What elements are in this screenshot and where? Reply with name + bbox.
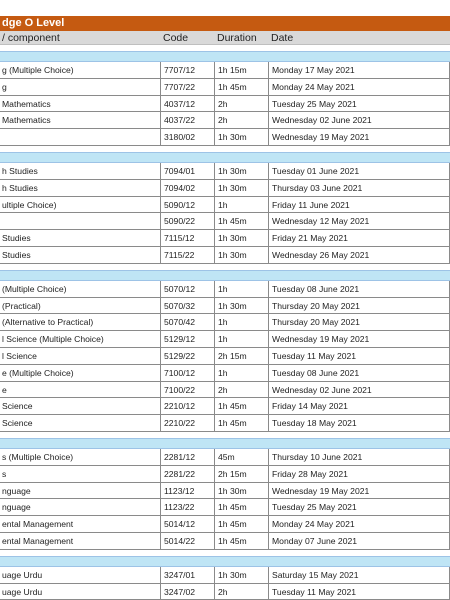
subject-cell: nguage (2, 502, 31, 513)
table-row (0, 483, 450, 500)
table-row (0, 499, 450, 516)
code-cell: 2210/22 (160, 415, 214, 431)
subject-cell: uage Urdu (2, 586, 43, 597)
subject-cell: s (2, 468, 7, 479)
duration-cell: 1h 45m (214, 533, 268, 549)
table-row (0, 348, 450, 365)
table-row (0, 584, 450, 600)
duration-cell: 1h 30m (214, 180, 268, 196)
date-cell: Thursday 10 June 2021 (268, 449, 450, 465)
table-row (0, 314, 450, 331)
table-row (0, 533, 450, 550)
subject-cell (0, 213, 160, 229)
date-cell: Wednesday 02 June 2021 (268, 112, 450, 128)
duration-cell: 1h (214, 331, 268, 347)
subject-cell: Studies (2, 233, 31, 244)
subject-cell: nguage (2, 485, 31, 496)
date-cell: Tuesday 25 May 2021 (268, 96, 450, 112)
code-cell: 5070/12 (160, 281, 214, 297)
duration-cell: 1h (214, 314, 268, 330)
table-row (0, 112, 450, 129)
duration-cell: 2h (214, 382, 268, 398)
date-cell: Friday 28 May 2021 (268, 466, 450, 482)
code-cell: 5129/22 (160, 348, 214, 364)
table-row (0, 398, 450, 415)
group-separator-band (0, 51, 450, 62)
table-row (0, 180, 450, 197)
date-cell: Wednesday 26 May 2021 (268, 247, 450, 263)
duration-cell: 1h 45m (214, 415, 268, 431)
subject-cell: (Multiple Choice) (2, 283, 67, 294)
code-cell: 5070/42 (160, 314, 214, 330)
date-cell: Monday 24 May 2021 (268, 79, 450, 95)
subject-cell: g (2, 81, 7, 92)
date-cell: Monday 17 May 2021 (268, 62, 450, 78)
duration-cell: 1h 30m (214, 298, 268, 314)
code-cell: 7094/01 (160, 163, 214, 179)
subject-cell: e (2, 384, 7, 395)
duration-cell: 1h 45m (214, 499, 268, 515)
duration-cell: 1h 30m (214, 163, 268, 179)
date-cell: Friday 21 May 2021 (268, 230, 450, 246)
duration-cell: 1h 45m (214, 398, 268, 414)
date-cell: Tuesday 01 June 2021 (268, 163, 450, 179)
table-row (0, 298, 450, 315)
subject-cell (0, 129, 160, 145)
column-header-row (0, 31, 450, 45)
code-cell: 3180/02 (160, 129, 214, 145)
duration-cell: 1h 45m (214, 516, 268, 532)
group-separator-band (0, 556, 450, 567)
date-cell: Friday 14 May 2021 (268, 398, 450, 414)
group-separator-band (0, 438, 450, 449)
subject-cell: Science (2, 401, 33, 412)
table-row (0, 129, 450, 146)
code-cell: 4037/12 (160, 96, 214, 112)
date-cell: Thursday 20 May 2021 (268, 298, 450, 314)
subject-cell: l Science (2, 350, 37, 361)
subject-cell: l Science (Multiple Choice) (2, 334, 104, 345)
duration-cell: 2h (214, 112, 268, 128)
subject-cell: e (Multiple Choice) (2, 367, 74, 378)
date-cell: Wednesday 19 May 2021 (268, 483, 450, 499)
code-cell: 7707/22 (160, 79, 214, 95)
subject-cell: ultiple Choice) (2, 199, 57, 210)
subject-cell: g (Multiple Choice) (2, 65, 74, 75)
timetable-body (0, 45, 450, 600)
date-cell: Tuesday 08 June 2021 (268, 365, 450, 381)
table-row (0, 79, 450, 96)
table-row (0, 382, 450, 399)
table-row (0, 163, 450, 180)
table-row (0, 247, 450, 264)
duration-cell: 1h 30m (214, 567, 268, 583)
date-cell: Tuesday 18 May 2021 (268, 415, 450, 431)
code-cell: 3247/02 (160, 584, 214, 600)
duration-cell: 45m (214, 449, 268, 465)
subject-cell: h Studies (2, 182, 38, 193)
code-cell: 7100/22 (160, 382, 214, 398)
duration-cell: 1h (214, 281, 268, 297)
duration-cell: 1h 30m (214, 129, 268, 145)
subject-cell: (Practical) (2, 300, 41, 311)
table-row (0, 567, 450, 584)
code-cell: 7115/12 (160, 230, 214, 246)
code-cell: 1123/12 (160, 483, 214, 499)
table-row (0, 466, 450, 483)
table-row (0, 516, 450, 533)
code-cell: 7707/12 (160, 62, 214, 78)
date-cell: Tuesday 25 May 2021 (268, 499, 450, 515)
code-cell: 2281/12 (160, 449, 214, 465)
code-cell: 2281/22 (160, 466, 214, 482)
date-cell: Wednesday 19 May 2021 (268, 129, 450, 145)
subject-cell: h Studies (2, 165, 38, 176)
group-separator-band (0, 152, 450, 163)
column-header-date: Date (271, 32, 294, 44)
code-cell: 2210/12 (160, 398, 214, 414)
sheet-title: dge O Level (0, 16, 450, 31)
table-row (0, 415, 450, 432)
duration-cell: 1h 45m (214, 213, 268, 229)
code-cell: 7100/12 (160, 365, 214, 381)
table-row (0, 449, 450, 466)
subject-cell: Science (2, 418, 33, 429)
date-cell: Thursday 03 June 2021 (268, 180, 450, 196)
code-cell: 5070/32 (160, 298, 214, 314)
subject-cell: s (Multiple Choice) (2, 451, 74, 462)
duration-cell: 1h 30m (214, 483, 268, 499)
duration-cell: 2h 15m (214, 348, 268, 364)
table-row (0, 96, 450, 113)
code-cell: 1123/22 (160, 499, 214, 515)
code-cell: 5014/12 (160, 516, 214, 532)
date-cell: Wednesday 12 May 2021 (268, 213, 450, 229)
subject-cell: Studies (2, 249, 31, 260)
subject-cell: (Alternative to Practical) (2, 317, 94, 328)
table-row (0, 62, 450, 79)
date-cell: Wednesday 02 June 2021 (268, 382, 450, 398)
subject-cell: Mathematics (2, 115, 51, 126)
date-cell: Thursday 20 May 2021 (268, 314, 450, 330)
duration-cell: 2h 15m (214, 466, 268, 482)
code-cell: 3247/01 (160, 567, 214, 583)
code-cell: 4037/22 (160, 112, 214, 128)
code-cell: 5014/22 (160, 533, 214, 549)
duration-cell: 1h 30m (214, 230, 268, 246)
column-header-duration: Duration (217, 32, 257, 44)
duration-cell: 2h (214, 584, 268, 600)
code-cell: 7094/02 (160, 180, 214, 196)
subject-cell: ental Management (2, 519, 74, 530)
table-row (0, 281, 450, 298)
duration-cell: 1h 15m (214, 62, 268, 78)
subject-cell: Mathematics (2, 98, 51, 109)
code-cell: 5129/12 (160, 331, 214, 347)
date-cell: Monday 07 June 2021 (268, 533, 450, 549)
group-separator-band (0, 270, 450, 281)
duration-cell: 1h (214, 197, 268, 213)
duration-cell: 1h (214, 365, 268, 381)
duration-cell: 2h (214, 96, 268, 112)
date-cell: Monday 24 May 2021 (268, 516, 450, 532)
column-header-subject: / component (2, 32, 60, 44)
subject-cell: ental Management (2, 535, 74, 546)
duration-cell: 1h 45m (214, 79, 268, 95)
date-cell: Tuesday 11 May 2021 (268, 584, 450, 600)
date-cell: Friday 11 June 2021 (268, 197, 450, 213)
table-row (0, 230, 450, 247)
subject-cell: uage Urdu (2, 569, 43, 580)
table-row (0, 213, 450, 230)
timetable-sheet (0, 16, 450, 600)
duration-cell: 1h 30m (214, 247, 268, 263)
date-cell: Tuesday 11 May 2021 (268, 348, 450, 364)
date-cell: Tuesday 08 June 2021 (268, 281, 450, 297)
code-cell: 5090/22 (160, 213, 214, 229)
code-cell: 7115/22 (160, 247, 214, 263)
date-cell: Wednesday 19 May 2021 (268, 331, 450, 347)
date-cell: Saturday 15 May 2021 (268, 567, 450, 583)
code-cell: 5090/12 (160, 197, 214, 213)
column-header-code: Code (163, 32, 189, 44)
table-row (0, 365, 450, 382)
table-row (0, 331, 450, 348)
table-row (0, 197, 450, 214)
